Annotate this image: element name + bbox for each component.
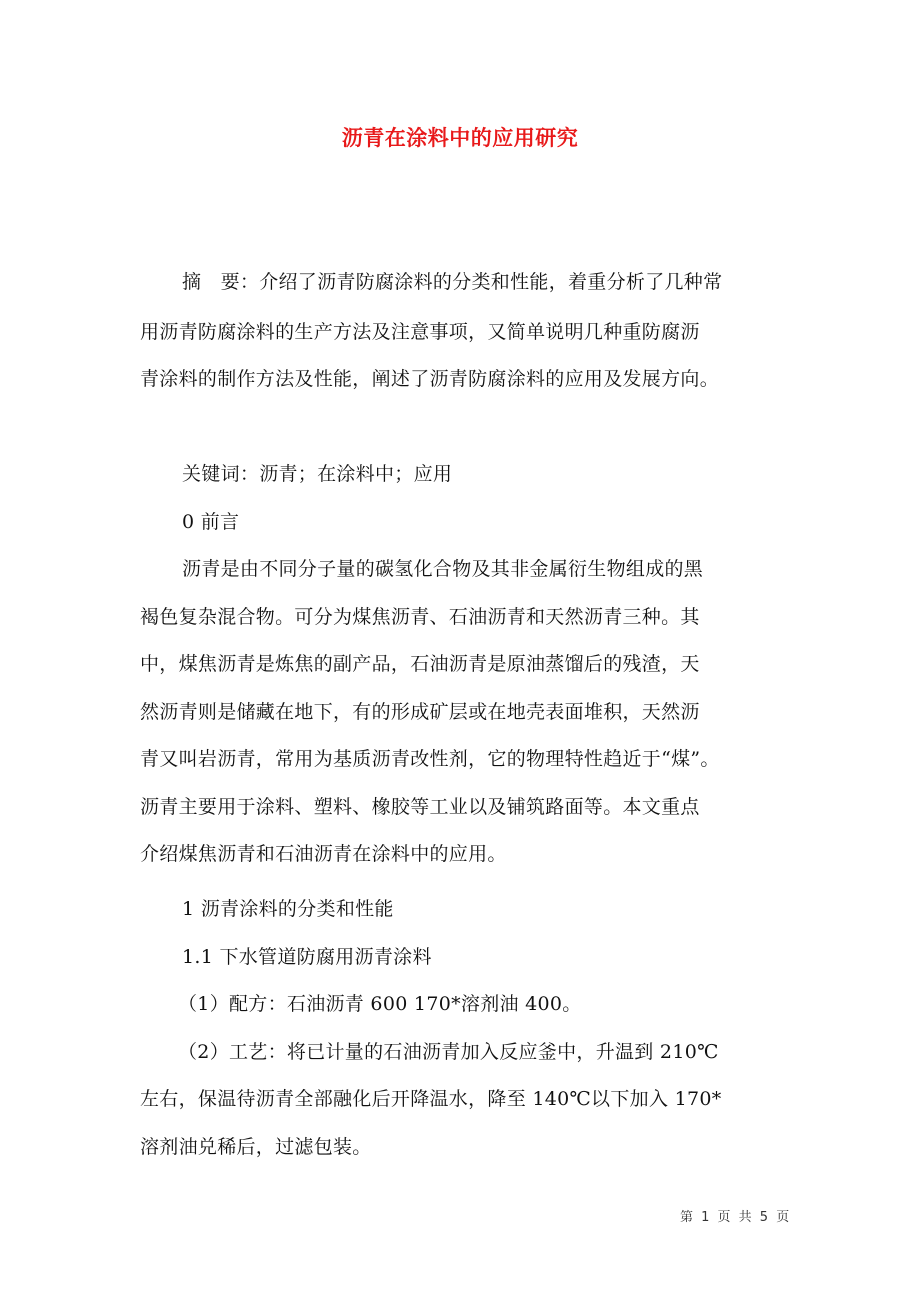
section-heading-preface: 0 前言 <box>182 511 240 533</box>
paragraph-line: 左右，保温待沥青全部融化后开降温水，降至 140℃以下加入 170* <box>140 1088 722 1110</box>
paragraph-line: 然沥青则是储藏在地下，有的形成矿层或在地壳表面堆积，天然沥 <box>140 701 700 723</box>
abstract-line: 青涂料的制作方法及性能，阐述了沥青防腐涂料的应用及发展方向。 <box>140 368 720 390</box>
page-indicator: 第 1 页 共 5 页 <box>680 1210 792 1225</box>
abstract-line: 用沥青防腐涂料的生产方法及注意事项，又简单说明几种重防腐沥 <box>140 321 700 343</box>
paragraph-line: 沥青主要用于涂料、塑料、橡胶等工业以及铺筑路面等。本文重点 <box>140 796 700 818</box>
keywords: 关键词：沥青；在涂料中；应用 <box>182 463 453 485</box>
abstract-line: 摘 要：介绍了沥青防腐涂料的分类和性能，着重分析了几种常 <box>182 271 723 293</box>
document-title: 沥青在涂料中的应用研究 <box>341 125 579 150</box>
paragraph-line: 青又叫岩沥青，常用为基质沥青改性剂，它的物理特性趋近于“煤”。 <box>140 748 720 770</box>
paragraph-line: 沥青是由不同分子量的碳氢化合物及其非金属衍生物组成的黑 <box>182 558 704 580</box>
section-heading-1-1: 1.1 下水管道防腐用沥青涂料 <box>182 946 432 968</box>
paragraph-line: 溶剂油兑稀后，过滤包装。 <box>140 1136 372 1158</box>
paragraph-line: 中，煤焦沥青是炼焦的副产品，石油沥青是原油蒸馏后的残渣，天 <box>140 653 700 675</box>
paragraph-line: 介绍煤焦沥青和石油沥青在涂料中的应用。 <box>140 843 507 865</box>
formula-line: （1）配方：石油沥青 600 170*溶剂油 400。 <box>178 993 582 1015</box>
section-heading-1: 1 沥青涂料的分类和性能 <box>182 898 394 920</box>
paragraph-line: （2）工艺：将已计量的石油沥青加入反应釜中，升温到 210℃ <box>178 1041 719 1063</box>
paragraph-line: 褐色复杂混合物。可分为煤焦沥青、石油沥青和天然沥青三种。其 <box>140 606 700 628</box>
